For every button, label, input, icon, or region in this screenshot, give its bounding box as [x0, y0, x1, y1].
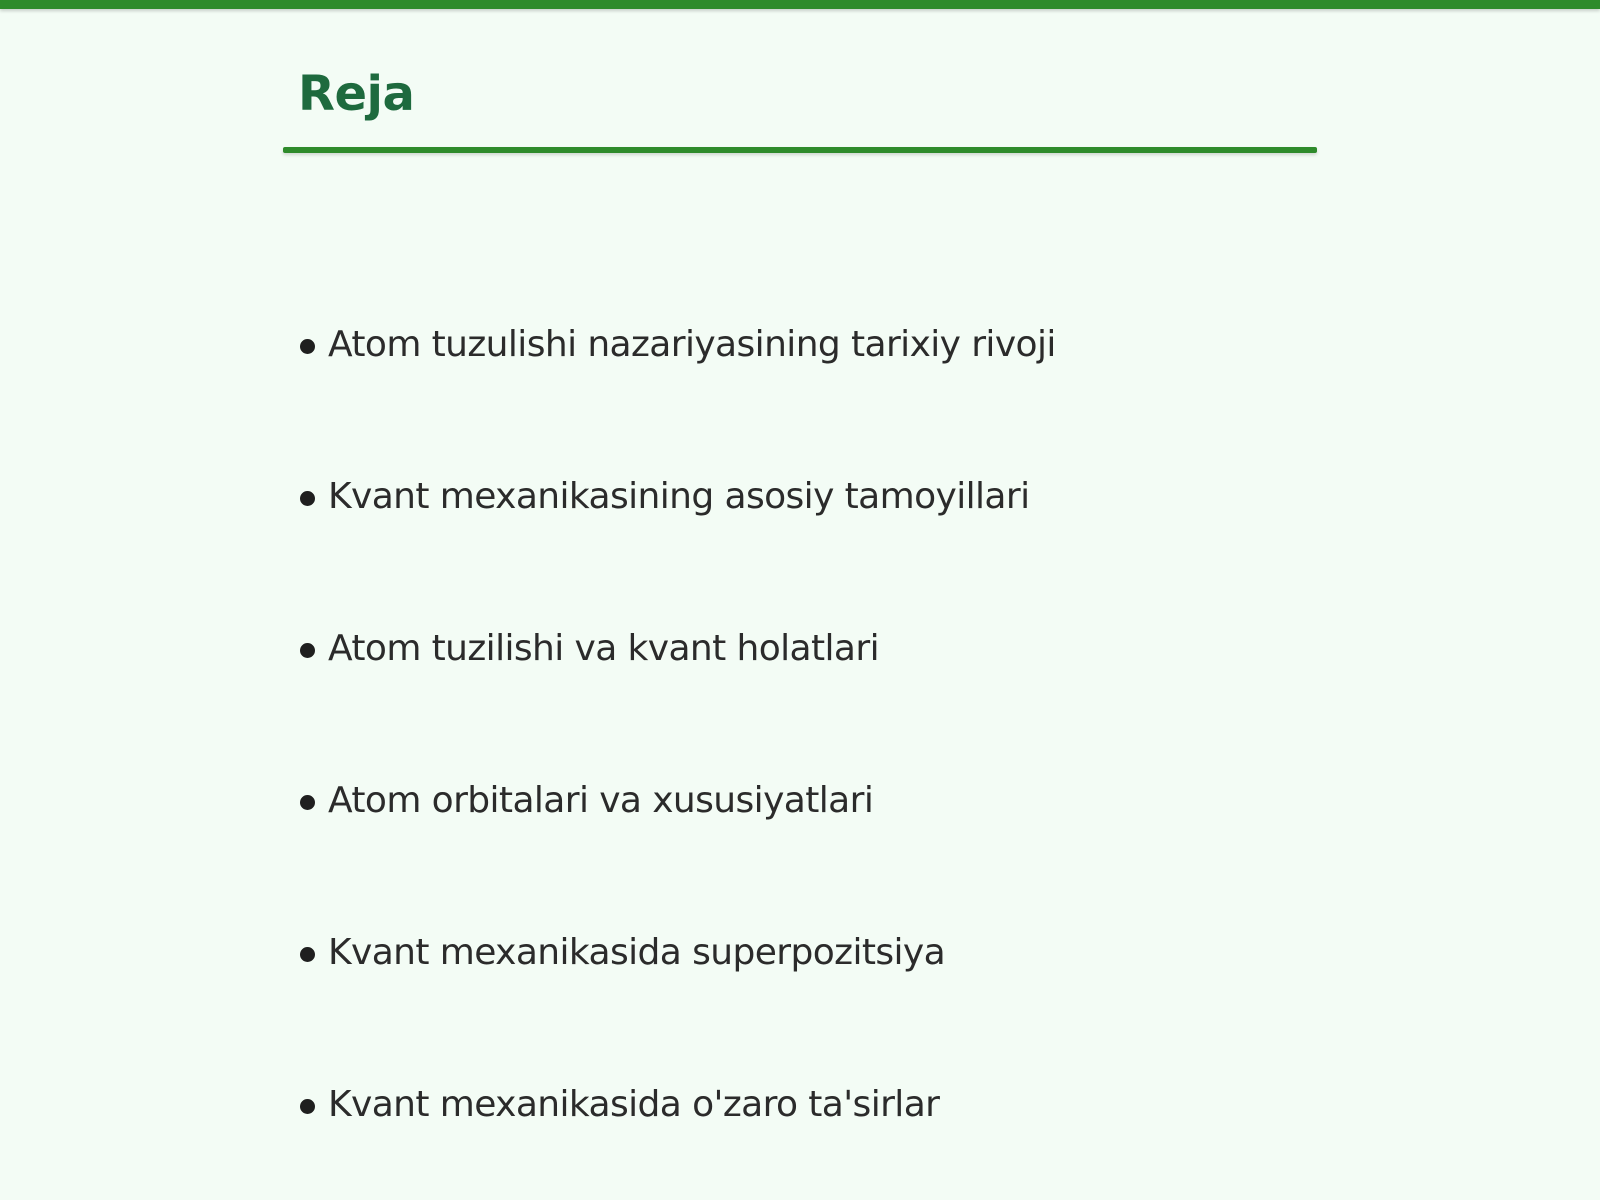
bullet-icon — [300, 1099, 315, 1114]
bullet-icon — [300, 643, 315, 658]
title-underline — [283, 147, 1317, 153]
list-item-text: Atom tuzilishi va kvant holatlari — [328, 627, 879, 669]
list-item-text: Kvant mexanikasida superpozitsiya — [328, 931, 946, 973]
list-item-text: Kvant mexanikasining asosiy tamoyillari — [328, 475, 1030, 517]
list-item — [300, 724, 1056, 876]
list-item — [300, 572, 1056, 724]
list-item — [300, 876, 1056, 1028]
bullet-icon — [300, 339, 315, 354]
list-item — [300, 1028, 1056, 1180]
list-item — [300, 420, 1056, 572]
slide-title: Reja — [298, 66, 415, 122]
bullet-icon — [300, 947, 315, 962]
list-item — [300, 268, 1056, 420]
list-item-text: Atom tuzulishi nazariyasining tarixiy rivoji — [328, 323, 1056, 365]
bullet-icon — [300, 491, 315, 506]
agenda-list — [300, 280, 1056, 1180]
list-item-text: Kvant mexanikasida o'zaro ta'sirlar — [328, 1083, 940, 1125]
list-item-text: Atom orbitalari va xususiyatlari — [328, 779, 874, 821]
bullet-icon — [300, 795, 315, 810]
